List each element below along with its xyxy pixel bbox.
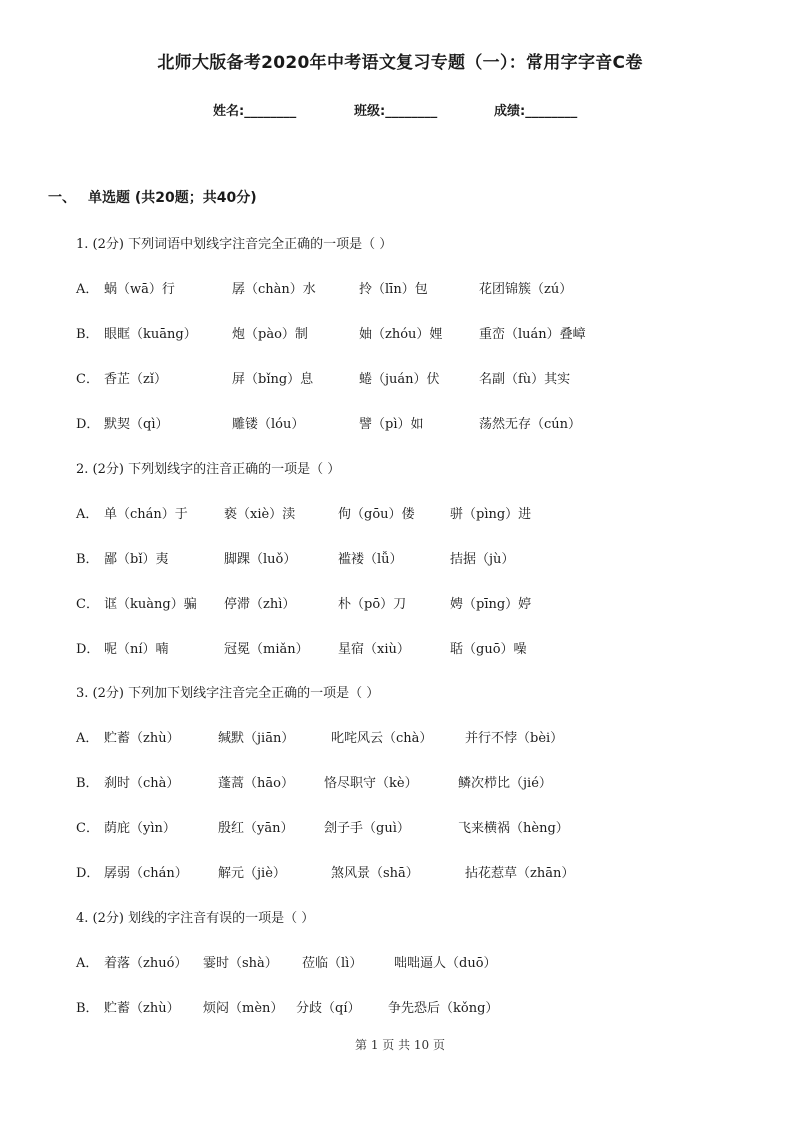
option-item: 娉（pīng）婷: [450, 597, 532, 612]
option-label: B．: [76, 776, 99, 791]
option-item: 佝（gōu）偻: [338, 507, 415, 522]
option-item: 鳞次栉比（jié）: [458, 776, 552, 791]
page-footer: 第 1 页 共 10 页: [355, 1038, 445, 1052]
option-label: D．: [76, 417, 100, 432]
question-2-option-d: [76, 638, 527, 657]
option-item: 拈花惹草（zhān）: [465, 866, 575, 881]
question-2-stem: 2. (2分) 下列划线字的注音正确的一项是（ ）: [76, 462, 341, 477]
question-1-option-d: [76, 413, 582, 432]
option-label: B．: [76, 552, 99, 567]
option-item: 单（chán）于: [104, 507, 188, 522]
option-item: 霎时（shà）: [203, 956, 278, 971]
option-item: 着落（zhuó）: [104, 956, 188, 971]
option-label: B．: [76, 327, 99, 342]
option-item: 贮蓄（zhù）: [104, 731, 180, 746]
section-heading: [48, 187, 257, 207]
option-item: 亵（xiè）渎: [224, 507, 296, 522]
option-item: 名副（fù）其实: [479, 372, 571, 387]
option-item: 叱咤风云（chà）: [331, 731, 433, 746]
option-item: 香芷（zǐ）: [104, 372, 168, 387]
question-2-option-c: [76, 593, 532, 612]
question-3-stem: 3. (2分) 下列加下划线字注音完全正确的一项是（ ）: [76, 686, 380, 701]
question-1-option-b: [76, 323, 586, 342]
option-item: 聒（guō）噪: [450, 642, 527, 657]
option-item: 拮据（jù）: [450, 552, 515, 567]
question-1-stem: 1. (2分) 下列词语中划线字注音完全正确的一项是（ ）: [76, 237, 393, 252]
question-2-option-a: [76, 503, 532, 522]
option-item: 雕镂（lóu）: [232, 417, 305, 432]
student-name-field: 姓名:________: [213, 104, 297, 119]
option-item: 并行不悖（bèi）: [465, 731, 564, 746]
question-1-option-a: [76, 278, 573, 297]
option-label: A．: [76, 282, 99, 297]
option-item: 煞风景（shā）: [331, 866, 419, 881]
option-item: 争先恐后（kǒng）: [388, 1001, 499, 1016]
option-item: 妯（zhóu）娌: [359, 327, 443, 342]
option-item: 蜷（juán）伏: [359, 372, 440, 387]
question-2-option-b: [76, 548, 515, 567]
option-item: 默契（qì）: [104, 417, 169, 432]
option-item: 分歧（qí）: [296, 1001, 361, 1016]
option-item: 朴（pō）刀: [338, 597, 407, 612]
question-4-option-b: [76, 997, 499, 1016]
option-item: 荫庇（yìn）: [104, 821, 176, 836]
option-item: 拎（līn）包: [359, 282, 428, 297]
question-4-stem: 4. (2分) 划线的字注音有误的一项是（ ）: [76, 911, 315, 926]
option-item: 烦闷（mèn）: [203, 1001, 284, 1016]
option-item: 刹时（chà）: [104, 776, 180, 791]
section-number: 一、: [48, 190, 76, 206]
class-field: 班级:________: [354, 104, 438, 119]
option-item: 殷红（yān）: [218, 821, 294, 836]
option-label: B．: [76, 1001, 99, 1016]
section-title: 单选题 (共20题；共40分): [88, 190, 257, 206]
question-3-option-a: [76, 727, 564, 746]
question-1-option-c: [76, 368, 571, 387]
option-item: 蓬蒿（hāo）: [218, 776, 294, 791]
option-label: C．: [76, 821, 99, 836]
option-label: D．: [76, 866, 100, 881]
option-item: 解元（jiè）: [218, 866, 286, 881]
option-item: 孱（chàn）水: [232, 282, 316, 297]
option-item: 刽子手（guì）: [324, 821, 410, 836]
option-item: 譬（pì）如: [359, 417, 424, 432]
option-label: A．: [76, 507, 99, 522]
option-label: C．: [76, 597, 99, 612]
option-item: 贮蓄（zhù）: [104, 1001, 180, 1016]
option-label: C．: [76, 372, 99, 387]
option-item: 咄咄逼人（duō）: [394, 956, 497, 971]
option-label: A．: [76, 731, 99, 746]
question-3-option-c: [76, 817, 569, 836]
question-3-option-d: [76, 862, 575, 881]
option-item: 莅临（lì）: [302, 956, 363, 971]
option-label: A．: [76, 956, 99, 971]
option-label: D．: [76, 642, 100, 657]
option-item: 鄙（bǐ）夷: [104, 552, 169, 567]
option-item: 呢（ní）喃: [104, 642, 169, 657]
option-item: 花团锦簇（zú）: [479, 282, 573, 297]
option-item: 缄默（jiān）: [218, 731, 295, 746]
option-item: 脚踝（luǒ）: [224, 552, 297, 567]
option-item: 星宿（xiù）: [338, 642, 410, 657]
option-item: 诓（kuàng）骗: [104, 597, 197, 612]
option-item: 停滞（zhì）: [224, 597, 296, 612]
option-item: 孱弱（chán）: [104, 866, 188, 881]
option-item: 重峦（luán）叠嶂: [479, 327, 586, 342]
question-4-option-a: [76, 952, 497, 971]
document-title: 北师大版备考2020年中考语文复习专题（一）：常用字字音C卷: [157, 53, 643, 73]
option-item: 荡然无存（cún）: [479, 417, 582, 432]
option-item: 眼眶（kuāng）: [104, 327, 197, 342]
option-item: 屏（bǐng）息: [232, 372, 314, 387]
option-item: 蜗（wā）行: [104, 282, 175, 297]
option-item: 恪尽职守（kè）: [324, 776, 418, 791]
option-item: 褴褛（lǚ）: [338, 552, 403, 567]
option-item: 炮（pào）制: [232, 327, 308, 342]
option-item: 骈（pìng）进: [450, 507, 532, 522]
score-field: 成绩:________: [494, 104, 578, 119]
option-item: 飞来横祸（hèng）: [458, 821, 569, 836]
question-3-option-b: [76, 772, 552, 791]
option-item: 冠冕（miǎn）: [224, 642, 309, 657]
